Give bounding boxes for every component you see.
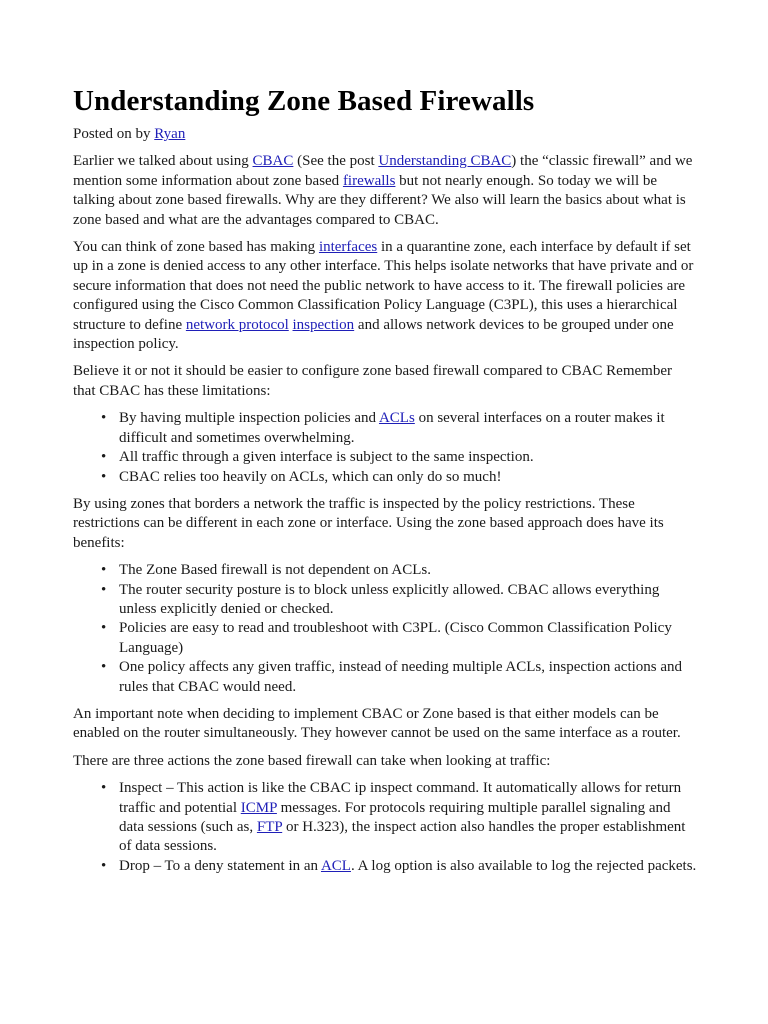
text: Inspect – This action is like the CBAC ip inspect command. It automatically allows for return traffic and potential (119, 780, 682, 816)
list-item: • CBAC relies too heavily on ACLs, which can only do so much! (119, 468, 698, 487)
posted-on-label: Posted on by (73, 126, 155, 142)
link-icmp[interactable]: ICMP (240, 799, 277, 816)
text: You can think of zone based has making (73, 239, 319, 256)
paragraph-important-note: An important note when deciding to implement CBAC or Zone based is that either models can be enabled on the router simultaneously. They however cannot be used on the same interface as a router. (73, 705, 681, 742)
link-ftp[interactable]: FTP (256, 819, 283, 835)
actions-list (73, 779, 698, 876)
author-link[interactable]: Ryan (154, 126, 186, 142)
benefits-list (73, 561, 698, 697)
text: By having multiple inspection policies and (119, 410, 379, 427)
paragraph-actions-intro: There are three actions the zone based firewall can take when looking at traffic: (73, 752, 551, 769)
list-item (119, 779, 698, 857)
text: but not nearly enough. So today we will be talking about zone based firewalls. Why are they different? We also will learn the basics about what is zone based and what are the advantages compared to CBAC. (73, 172, 686, 228)
article (73, 84, 698, 884)
text: ) the “classic firewall” and we mention some information about zone based (73, 153, 693, 189)
link-interfaces[interactable]: interfaces (318, 239, 378, 256)
link-cbac[interactable]: CBAC (252, 153, 294, 170)
text: Earlier we talked about using (73, 153, 253, 170)
text: . A log option is also available to log the rejected packets. (350, 857, 697, 874)
link-firewalls[interactable]: firewalls (342, 172, 396, 189)
text: messages. For protocols requiring multiple parallel signaling and data sessions (such as, (119, 799, 671, 835)
text: in a quarantine zone, each interface by default if set up in a zone is denied access to any other interface. This helps isolate networks that have private and or secure information that does not need the public network to have access to it. The firewall policies are configured using the Cisco Common Classification Policy Language (C3PL), this uses a hierarchical structure to define (73, 239, 694, 333)
paragraph-limitations-intro: Believe it or not it should be easier to configure zone based firewall compared to CBAC Remember that CBAC has these limitations: (73, 363, 672, 399)
list-item: • Policies are easy to read and troubleshoot with C3PL. (Cisco Common Classification Policy Language) (119, 619, 698, 658)
post-meta (73, 125, 698, 144)
paragraph-benefits-intro: By using zones that borders a network the traffic is inspected by the policy restrictions. These restrictions can be different in each zone or interface. Using the zone based approach does have its benefits: (73, 495, 664, 551)
list-item: • The router security posture is to block unless explicitly allowed. CBAC allows everything unless explicitly denied or checked. (119, 581, 698, 620)
text: (See the post (293, 153, 379, 170)
link-acls[interactable]: ACLs (378, 410, 415, 427)
paragraph-intro (73, 152, 698, 230)
paragraph-zones (73, 238, 698, 354)
link-acl[interactable]: ACL (320, 857, 351, 874)
list-item (119, 857, 698, 876)
link-understanding-cbac[interactable]: Understanding CBAC (378, 153, 512, 170)
link-network-protocol[interactable]: network protocol (185, 316, 289, 333)
text: and allows network devices to be grouped under one inspection policy. (73, 316, 674, 353)
list-item: • One policy affects any given traffic, instead of needing multiple ACLs, inspection actions and rules that CBAC would need. (119, 658, 698, 697)
text: or H.323), the inspect action also handles the proper establishment of data sessions. (119, 819, 686, 855)
article-title: Understanding Zone Based Firewalls (73, 85, 535, 117)
list-item (119, 409, 698, 448)
text: Drop – To a deny statement in an (119, 857, 321, 874)
text: on several interfaces on a router makes it difficult and sometimes overwhelming. (119, 410, 665, 446)
link-inspection[interactable]: inspection (292, 316, 355, 333)
limitations-list (73, 409, 698, 487)
list-item: • The Zone Based firewall is not dependent on ACLs. (119, 561, 698, 580)
list-item: • All traffic through a given interface is subject to the same inspection. (119, 448, 698, 467)
